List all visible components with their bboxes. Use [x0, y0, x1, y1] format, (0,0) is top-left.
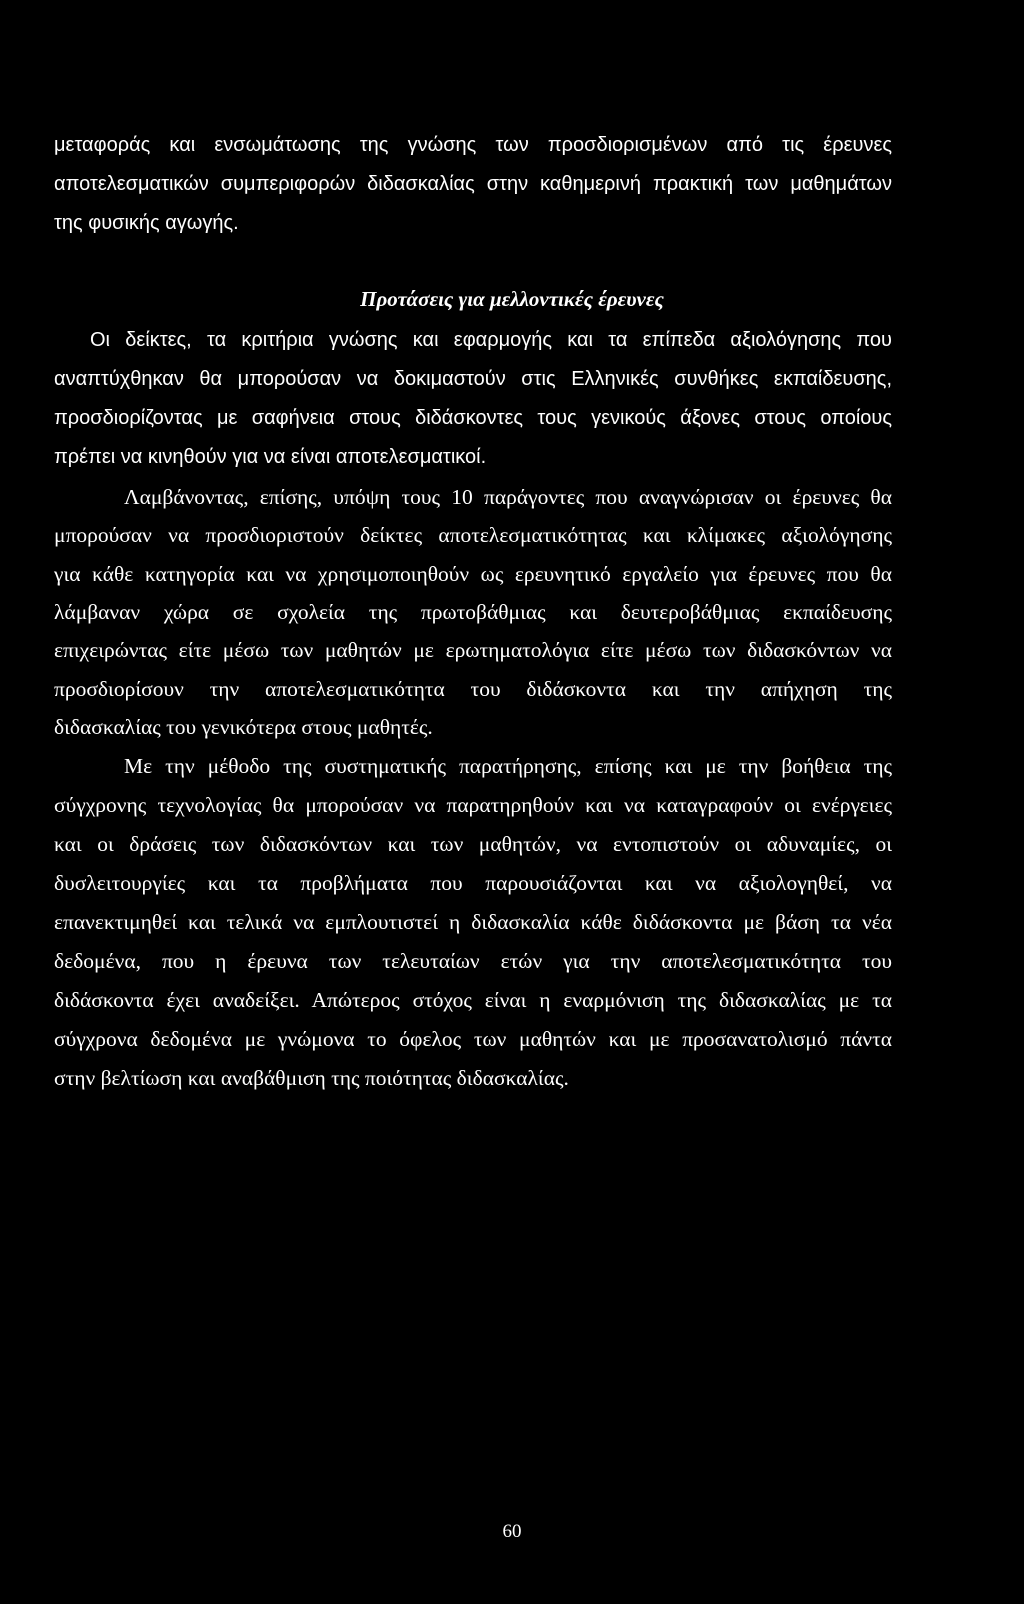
paragraph-line: διδασκαλίας του γενικότερα στους μαθητές.: [54, 715, 433, 739]
paragraph-line: λάμβαναν χώρα σε σχολεία της πρωτοβάθμιας και δευτεροβάθμιας εκπαίδευσης: [54, 600, 892, 624]
page-number: 60: [502, 1521, 522, 1542]
intro-line: μεταφοράς και ενσωμάτωσης της γνώσης των προσδιορισμένων από τις έρευνες: [54, 134, 892, 156]
paragraph-line: επανεκτιμηθεί και τελικά να εμπλουτιστεί η διδασκαλία κάθε διδάσκοντα με βάση τα νέα: [54, 910, 892, 934]
paragraph-line: δυσλειτουργίες και τα προβλήματα που παρουσιάζονται και να αξιολογηθεί, να: [54, 871, 892, 895]
paragraph-line: για κάθε κατηγορία και να χρησιμοποιηθούν ως ερευνητικό εργαλείο για έρευνες που θα: [54, 562, 892, 586]
paragraph-line: σύγχρονα δεδομένα με γνώμονα το όφελος των μαθητών και με προσανατολισμό πάντα: [54, 1027, 892, 1051]
paragraph-line: προσδιορίζοντας με σαφήνεια στους διδάσκοντες τους γενικούς άξονες στους οποίους: [54, 407, 892, 429]
paragraph-line: Με την μέθοδο της συστηματικής παρατήρησης, επίσης και με την βοήθεια της: [124, 754, 892, 778]
paragraph-line: σύγχρονης τεχνολογίας θα μπορούσαν να παρατηρηθούν και να καταγραφούν οι ενέργειες: [54, 793, 892, 817]
paragraph-line: πρέπει να κινηθούν για να είναι αποτελεσματικοί.: [54, 446, 487, 468]
intro-line: της φυσικής αγωγής.: [54, 212, 239, 234]
paragraph-line: επιχειρώντας είτε μέσω των μαθητών με ερωτηματολόγια είτε μέσω των διδασκόντων να: [54, 638, 892, 662]
paragraph-line: αναπτύχθηκαν θα μπορούσαν να δοκιμαστούν στις Ελληνικές συνθήκες εκπαίδευσης,: [54, 368, 892, 390]
section-heading: Προτάσεις για μελλοντικές έρευνες: [360, 287, 664, 311]
paragraph-line: μπορούσαν να προσδιοριστούν δείκτες αποτελεσματικότητας και κλίμακες αξιολόγησης: [54, 523, 892, 547]
paragraph-line: Λαμβάνοντας, επίσης, υπόψη τους 10 παράγοντες που αναγνώρισαν οι έρευνες θα: [124, 485, 892, 509]
paragraph-line: στην βελτίωση και αναβάθμιση της ποιότητας διδασκαλίας.: [54, 1066, 569, 1090]
paragraph-line: διδάσκοντα έχει αναδείξει. Απώτερος στόχος είναι η εναρμόνιση της διδασκαλίας με τα: [54, 988, 892, 1012]
paragraph-line: προσδιορίσουν την αποτελεσματικότητα του διδάσκοντα και την απήχηση της: [54, 677, 892, 701]
intro-line: αποτελεσματικών συμπεριφορών διδασκαλίας στην καθημερινή πρακτική των μαθημάτων: [54, 173, 892, 195]
paragraph-line: Οι δείκτες, τα κριτήρια γνώσης και εφαρμογής και τα επίπεδα αξιολόγησης που: [90, 329, 892, 351]
paragraph-line: δεδομένα, που η έρευνα των τελευταίων ετών για την αποτελεσματικότητα του: [54, 949, 892, 973]
paragraph-line: και οι δράσεις των διδασκόντων και των μαθητών, να εντοπιστούν οι αδυναμίες, οι: [54, 832, 892, 856]
